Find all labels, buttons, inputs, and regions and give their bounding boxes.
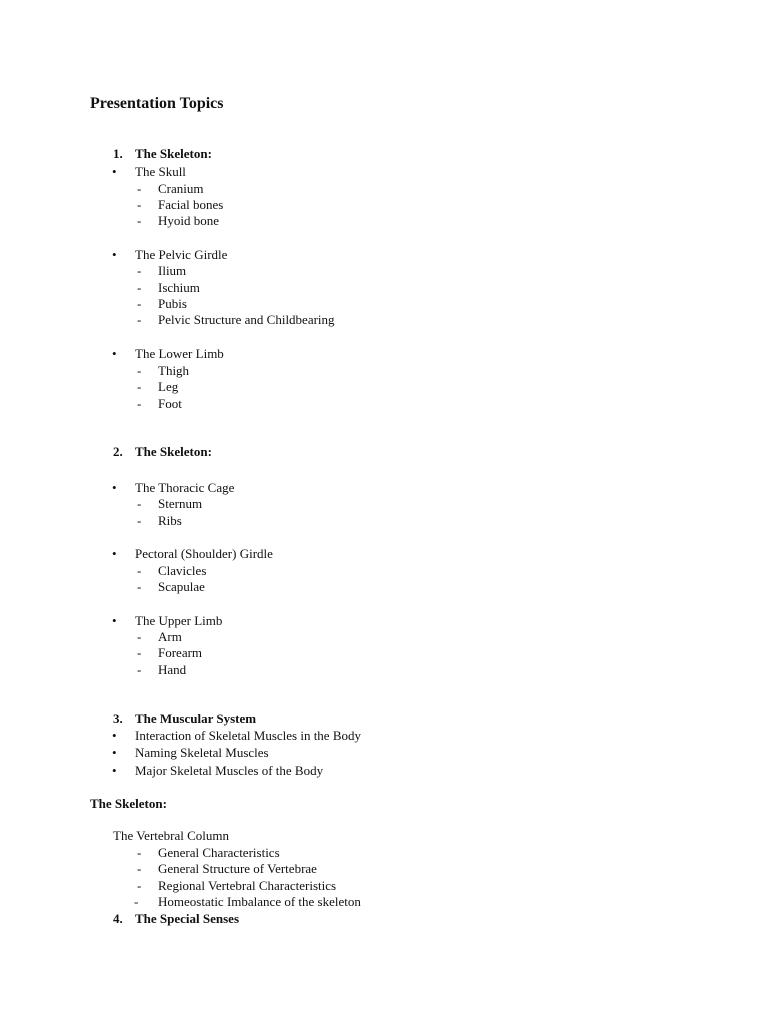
dash-icon: - [137,513,142,528]
section-number: 4. [113,911,123,926]
sub-item: Pelvic Structure and Childbearing [158,312,335,327]
bullet-icon: • [112,164,117,179]
dash-icon: - [137,379,142,394]
dash-icon: - [137,312,142,327]
section-heading: The Skeleton: [135,146,212,161]
bullet-item: The Upper Limb [135,613,223,628]
sub-item: Cranium [158,181,204,196]
section-number: 1. [113,146,123,161]
bullet-item: Major Skeletal Muscles of the Body [135,763,324,778]
section-heading: The Skeleton: [90,796,167,811]
page-title: Presentation Topics [90,95,224,112]
dash-icon: - [137,496,142,511]
bullet-item: The Lower Limb [135,346,224,361]
dash-icon: - [137,181,142,196]
sub-item: Ribs [158,513,182,528]
bullet-icon: • [112,728,117,743]
dash-icon: - [137,296,142,311]
dash-icon: - [137,861,142,876]
bullet-item: The Skull [135,164,186,179]
section-heading: The Muscular System [135,711,257,726]
bullet-item: Pectoral (Shoulder) Girdle [135,546,273,561]
section-heading: The Special Senses [135,911,240,926]
sub-item: General Structure of Vertebrae [158,861,317,876]
dash-icon: - [134,894,139,909]
sub-item: Facial bones [158,197,224,212]
bullet-icon: • [112,480,117,495]
sub-item: General Characteristics [158,845,280,860]
bullet-item: Interaction of Skeletal Muscles in the Body [135,728,362,743]
subheading: The Vertebral Column [113,828,230,843]
bullet-icon: • [112,763,117,778]
dash-icon: - [137,563,142,578]
dash-icon: - [137,662,142,677]
dash-icon: - [137,579,142,594]
dash-icon: - [137,878,142,893]
bullet-item: Naming Skeletal Muscles [135,745,269,760]
bullet-item: The Pelvic Girdle [135,247,228,262]
sub-item: Hyoid bone [158,213,220,228]
section-number: 3. [113,711,123,726]
bullet-icon: • [112,346,117,361]
dash-icon: - [137,213,142,228]
dash-icon: - [137,263,142,278]
sub-item: Foot [158,396,182,411]
sub-item: Clavicles [158,563,207,578]
sub-item: Homeostatic Imbalance of the skeleton [158,894,361,909]
sub-item: Ilium [158,263,187,278]
sub-item: Regional Vertebral Characteristics [158,878,337,893]
sub-item: Forearm [158,645,203,660]
sub-item: Pubis [158,296,187,311]
sub-item: Sternum [158,496,203,511]
sub-item: Arm [158,629,182,644]
sub-item: Ischium [158,280,200,295]
bullet-icon: • [112,247,117,262]
sub-item: Thigh [158,363,190,378]
bullet-icon: • [112,745,117,760]
bullet-item: The Thoracic Cage [135,480,235,495]
dash-icon: - [137,280,142,295]
bullet-icon: • [112,613,117,628]
sub-item: Leg [158,379,179,394]
sub-item: Hand [158,662,187,677]
dash-icon: - [137,629,142,644]
dash-icon: - [137,396,142,411]
section-heading: The Skeleton: [135,444,212,459]
dash-icon: - [137,197,142,212]
bullet-icon: • [112,546,117,561]
dash-icon: - [137,645,142,660]
sub-item: Scapulae [158,579,205,594]
section-number: 2. [113,444,123,459]
dash-icon: - [137,845,142,860]
dash-icon: - [137,363,142,378]
